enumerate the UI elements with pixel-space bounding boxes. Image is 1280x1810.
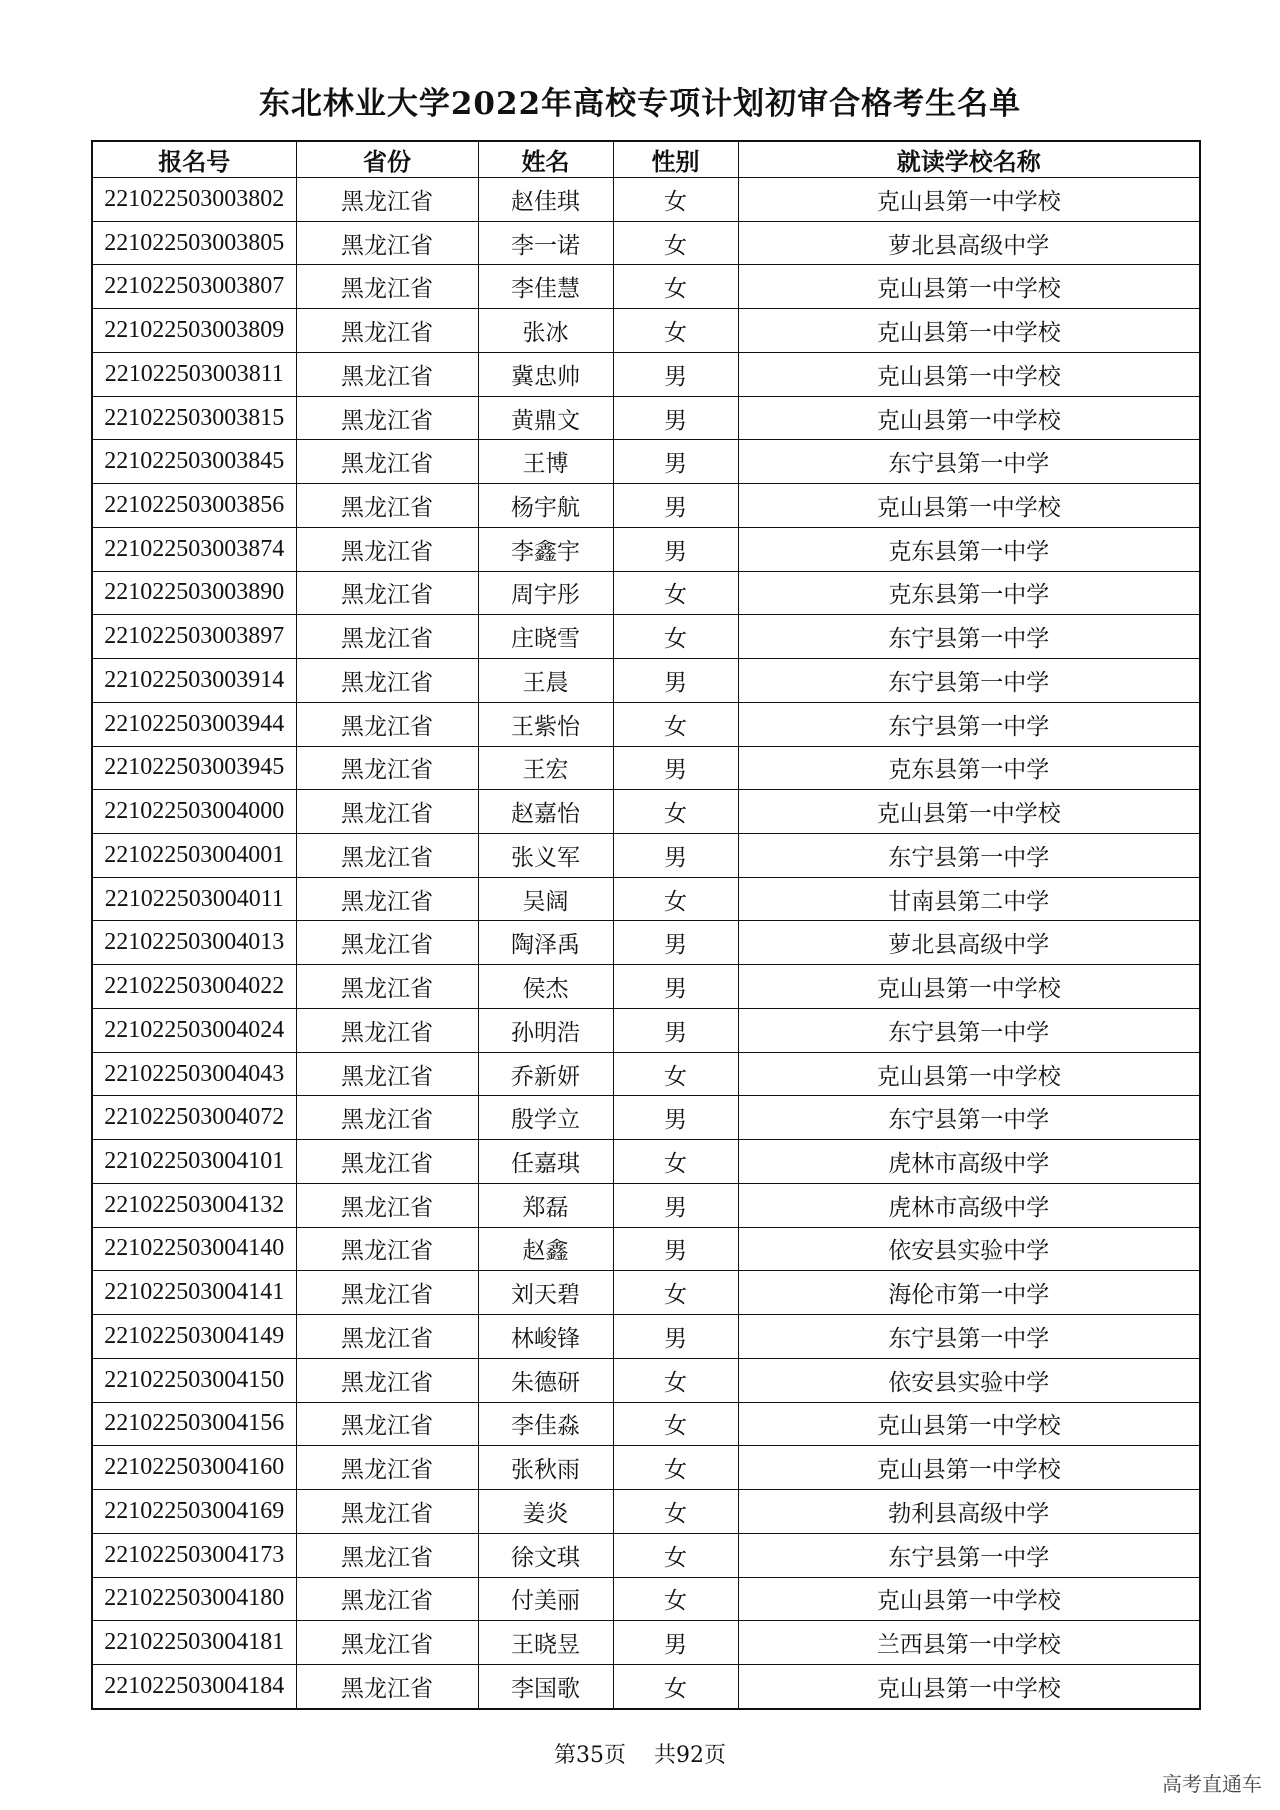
table-row bbox=[92, 1577, 1200, 1621]
school-cell: 克东县第一中学 bbox=[738, 527, 1200, 571]
school-cell: 东宁县第一中学 bbox=[738, 1315, 1200, 1359]
registration-number-cell: 221022503004024 bbox=[92, 1008, 296, 1052]
province-cell: 黑龙江省 bbox=[296, 1315, 478, 1359]
gender-cell: 男 bbox=[613, 965, 738, 1009]
table-row bbox=[92, 1096, 1200, 1140]
name-cell: 赵佳琪 bbox=[478, 178, 613, 222]
registration-number-cell: 221022503003890 bbox=[92, 571, 296, 615]
province-cell: 黑龙江省 bbox=[296, 659, 478, 703]
name-cell: 王宏 bbox=[478, 746, 613, 790]
school-cell: 东宁县第一中学 bbox=[738, 440, 1200, 484]
school-cell: 克山县第一中学校 bbox=[738, 396, 1200, 440]
table-row bbox=[92, 1140, 1200, 1184]
name-cell: 李鑫宇 bbox=[478, 527, 613, 571]
page-footer bbox=[0, 1738, 1280, 1769]
province-cell: 黑龙江省 bbox=[296, 1577, 478, 1621]
registration-number-cell: 221022503004043 bbox=[92, 1052, 296, 1096]
gender-cell: 女 bbox=[613, 1271, 738, 1315]
gender-cell: 女 bbox=[613, 1358, 738, 1402]
school-cell: 克东县第一中学 bbox=[738, 746, 1200, 790]
registration-number-cell: 221022503004140 bbox=[92, 1227, 296, 1271]
table-row bbox=[92, 1052, 1200, 1096]
school-cell: 克山县第一中学校 bbox=[738, 309, 1200, 353]
province-cell: 黑龙江省 bbox=[296, 1533, 478, 1577]
gender-cell: 男 bbox=[613, 921, 738, 965]
table-row bbox=[92, 309, 1200, 353]
school-cell: 东宁县第一中学 bbox=[738, 834, 1200, 878]
name-cell: 徐文琪 bbox=[478, 1533, 613, 1577]
name-cell: 王晓昱 bbox=[478, 1621, 613, 1665]
page-title: 东北林业大学2022年高校专项计划初审合格考生名单 bbox=[258, 86, 1022, 122]
name-cell: 陶泽禹 bbox=[478, 921, 613, 965]
name-cell: 乔新妍 bbox=[478, 1052, 613, 1096]
gender-cell: 女 bbox=[613, 1533, 738, 1577]
table-row bbox=[92, 965, 1200, 1009]
table-row bbox=[92, 1183, 1200, 1227]
school-cell: 东宁县第一中学 bbox=[738, 1533, 1200, 1577]
gender-cell: 男 bbox=[613, 352, 738, 396]
gender-cell: 女 bbox=[613, 178, 738, 222]
province-cell: 黑龙江省 bbox=[296, 790, 478, 834]
table-row bbox=[92, 1533, 1200, 1577]
table-row bbox=[92, 877, 1200, 921]
name-cell: 林峻锋 bbox=[478, 1315, 613, 1359]
school-cell: 克山县第一中学校 bbox=[738, 1402, 1200, 1446]
registration-number-cell: 221022503004072 bbox=[92, 1096, 296, 1140]
name-cell: 张秋雨 bbox=[478, 1446, 613, 1490]
table-row bbox=[92, 1490, 1200, 1534]
table-row bbox=[92, 1271, 1200, 1315]
name-cell: 付美丽 bbox=[478, 1577, 613, 1621]
page-total: 共92页 bbox=[654, 1743, 726, 1768]
gender-cell: 女 bbox=[613, 265, 738, 309]
province-cell: 黑龙江省 bbox=[296, 1490, 478, 1534]
header-province: 省份 bbox=[296, 141, 478, 178]
name-cell: 李佳淼 bbox=[478, 1402, 613, 1446]
registration-number-cell: 221022503004180 bbox=[92, 1577, 296, 1621]
school-cell: 克山县第一中学校 bbox=[738, 790, 1200, 834]
school-cell: 甘南县第二中学 bbox=[738, 877, 1200, 921]
registration-number-cell: 221022503003914 bbox=[92, 659, 296, 703]
school-cell: 克山县第一中学校 bbox=[738, 352, 1200, 396]
registration-number-cell: 221022503004181 bbox=[92, 1621, 296, 1665]
school-cell: 依安县实验中学 bbox=[738, 1227, 1200, 1271]
candidate-table bbox=[91, 140, 1201, 1710]
registration-number-cell: 221022503004160 bbox=[92, 1446, 296, 1490]
gender-cell: 男 bbox=[613, 1183, 738, 1227]
province-cell: 黑龙江省 bbox=[296, 1446, 478, 1490]
province-cell: 黑龙江省 bbox=[296, 178, 478, 222]
header-gender: 性别 bbox=[613, 141, 738, 178]
header-name: 姓名 bbox=[478, 141, 613, 178]
province-cell: 黑龙江省 bbox=[296, 965, 478, 1009]
registration-number-cell: 221022503003811 bbox=[92, 352, 296, 396]
registration-number-cell: 221022503004132 bbox=[92, 1183, 296, 1227]
school-cell: 勃利县高级中学 bbox=[738, 1490, 1200, 1534]
name-cell: 郑磊 bbox=[478, 1183, 613, 1227]
name-cell: 李国歌 bbox=[478, 1664, 613, 1709]
name-cell: 殷学立 bbox=[478, 1096, 613, 1140]
table-row bbox=[92, 396, 1200, 440]
registration-number-cell: 221022503003897 bbox=[92, 615, 296, 659]
name-cell: 朱德研 bbox=[478, 1358, 613, 1402]
registration-number-cell: 221022503003944 bbox=[92, 702, 296, 746]
registration-number-cell: 221022503003845 bbox=[92, 440, 296, 484]
gender-cell: 女 bbox=[613, 877, 738, 921]
province-cell: 黑龙江省 bbox=[296, 265, 478, 309]
name-cell: 吴阔 bbox=[478, 877, 613, 921]
province-cell: 黑龙江省 bbox=[296, 834, 478, 878]
province-cell: 黑龙江省 bbox=[296, 1358, 478, 1402]
name-cell: 孙明浩 bbox=[478, 1008, 613, 1052]
registration-number-cell: 221022503004013 bbox=[92, 921, 296, 965]
name-cell: 李佳慧 bbox=[478, 265, 613, 309]
gender-cell: 女 bbox=[613, 702, 738, 746]
gender-cell: 男 bbox=[613, 659, 738, 703]
school-cell: 东宁县第一中学 bbox=[738, 1008, 1200, 1052]
name-cell: 王博 bbox=[478, 440, 613, 484]
header-school: 就读学校名称 bbox=[738, 141, 1200, 178]
header-registration-number: 报名号 bbox=[92, 141, 296, 178]
gender-cell: 男 bbox=[613, 1227, 738, 1271]
province-cell: 黑龙江省 bbox=[296, 1664, 478, 1709]
table-row bbox=[92, 178, 1200, 222]
name-cell: 姜炎 bbox=[478, 1490, 613, 1534]
province-cell: 黑龙江省 bbox=[296, 527, 478, 571]
registration-number-cell: 221022503003807 bbox=[92, 265, 296, 309]
gender-cell: 女 bbox=[613, 1664, 738, 1709]
province-cell: 黑龙江省 bbox=[296, 921, 478, 965]
gender-cell: 男 bbox=[613, 1008, 738, 1052]
province-cell: 黑龙江省 bbox=[296, 1183, 478, 1227]
gender-cell: 女 bbox=[613, 571, 738, 615]
name-cell: 王晨 bbox=[478, 659, 613, 703]
gender-cell: 女 bbox=[613, 615, 738, 659]
table-row bbox=[92, 1008, 1200, 1052]
name-cell: 庄晓雪 bbox=[478, 615, 613, 659]
registration-number-cell: 221022503004022 bbox=[92, 965, 296, 1009]
school-cell: 克山县第一中学校 bbox=[738, 1577, 1200, 1621]
school-cell: 克山县第一中学校 bbox=[738, 965, 1200, 1009]
table-row bbox=[92, 702, 1200, 746]
registration-number-cell: 221022503004011 bbox=[92, 877, 296, 921]
gender-cell: 男 bbox=[613, 484, 738, 528]
gender-cell: 女 bbox=[613, 1052, 738, 1096]
table-row bbox=[92, 659, 1200, 703]
table-row bbox=[92, 746, 1200, 790]
province-cell: 黑龙江省 bbox=[296, 702, 478, 746]
gender-cell: 男 bbox=[613, 1315, 738, 1359]
table-row bbox=[92, 221, 1200, 265]
gender-cell: 女 bbox=[613, 1402, 738, 1446]
school-cell: 克山县第一中学校 bbox=[738, 178, 1200, 222]
table-row bbox=[92, 790, 1200, 834]
name-cell: 张冰 bbox=[478, 309, 613, 353]
registration-number-cell: 221022503004150 bbox=[92, 1358, 296, 1402]
name-cell: 周宇彤 bbox=[478, 571, 613, 615]
name-cell: 侯杰 bbox=[478, 965, 613, 1009]
province-cell: 黑龙江省 bbox=[296, 1621, 478, 1665]
province-cell: 黑龙江省 bbox=[296, 352, 478, 396]
table-row bbox=[92, 484, 1200, 528]
registration-number-cell: 221022503004184 bbox=[92, 1664, 296, 1709]
school-cell: 虎林市高级中学 bbox=[738, 1183, 1200, 1227]
name-cell: 王紫怡 bbox=[478, 702, 613, 746]
table-row bbox=[92, 1227, 1200, 1271]
school-cell: 海伦市第一中学 bbox=[738, 1271, 1200, 1315]
registration-number-cell: 221022503003802 bbox=[92, 178, 296, 222]
watermark: 高考直通车 bbox=[1162, 1772, 1262, 1796]
gender-cell: 女 bbox=[613, 221, 738, 265]
registration-number-cell: 221022503004141 bbox=[92, 1271, 296, 1315]
name-cell: 杨宇航 bbox=[478, 484, 613, 528]
province-cell: 黑龙江省 bbox=[296, 1096, 478, 1140]
gender-cell: 男 bbox=[613, 396, 738, 440]
school-cell: 萝北县高级中学 bbox=[738, 921, 1200, 965]
table-row bbox=[92, 834, 1200, 878]
school-cell: 克东县第一中学 bbox=[738, 571, 1200, 615]
registration-number-cell: 221022503004000 bbox=[92, 790, 296, 834]
gender-cell: 男 bbox=[613, 746, 738, 790]
table-row bbox=[92, 265, 1200, 309]
name-cell: 赵鑫 bbox=[478, 1227, 613, 1271]
gender-cell: 女 bbox=[613, 1140, 738, 1184]
province-cell: 黑龙江省 bbox=[296, 484, 478, 528]
table-row bbox=[92, 1664, 1200, 1709]
registration-number-cell: 221022503003945 bbox=[92, 746, 296, 790]
table-header-row bbox=[92, 141, 1200, 178]
name-cell: 刘天碧 bbox=[478, 1271, 613, 1315]
school-cell: 克山县第一中学校 bbox=[738, 1052, 1200, 1096]
province-cell: 黑龙江省 bbox=[296, 396, 478, 440]
table-row bbox=[92, 440, 1200, 484]
table-row bbox=[92, 1446, 1200, 1490]
table-row bbox=[92, 527, 1200, 571]
name-cell: 黄鼎文 bbox=[478, 396, 613, 440]
page-number: 第35页 bbox=[554, 1743, 626, 1768]
school-cell: 克山县第一中学校 bbox=[738, 1446, 1200, 1490]
table-row bbox=[92, 1621, 1200, 1665]
province-cell: 黑龙江省 bbox=[296, 221, 478, 265]
school-cell: 东宁县第一中学 bbox=[738, 702, 1200, 746]
province-cell: 黑龙江省 bbox=[296, 615, 478, 659]
table-row bbox=[92, 1402, 1200, 1446]
province-cell: 黑龙江省 bbox=[296, 440, 478, 484]
name-cell: 李一诺 bbox=[478, 221, 613, 265]
registration-number-cell: 221022503003815 bbox=[92, 396, 296, 440]
gender-cell: 女 bbox=[613, 1446, 738, 1490]
registration-number-cell: 221022503003856 bbox=[92, 484, 296, 528]
gender-cell: 男 bbox=[613, 527, 738, 571]
registration-number-cell: 221022503003809 bbox=[92, 309, 296, 353]
province-cell: 黑龙江省 bbox=[296, 877, 478, 921]
province-cell: 黑龙江省 bbox=[296, 1271, 478, 1315]
province-cell: 黑龙江省 bbox=[296, 1402, 478, 1446]
gender-cell: 女 bbox=[613, 1490, 738, 1534]
province-cell: 黑龙江省 bbox=[296, 1227, 478, 1271]
school-cell: 克山县第一中学校 bbox=[738, 1664, 1200, 1709]
name-cell: 赵嘉怡 bbox=[478, 790, 613, 834]
gender-cell: 女 bbox=[613, 309, 738, 353]
gender-cell: 女 bbox=[613, 790, 738, 834]
school-cell: 兰西县第一中学校 bbox=[738, 1621, 1200, 1665]
school-cell: 萝北县高级中学 bbox=[738, 221, 1200, 265]
registration-number-cell: 221022503003805 bbox=[92, 221, 296, 265]
province-cell: 黑龙江省 bbox=[296, 309, 478, 353]
province-cell: 黑龙江省 bbox=[296, 571, 478, 615]
school-cell: 东宁县第一中学 bbox=[738, 1096, 1200, 1140]
registration-number-cell: 221022503004149 bbox=[92, 1315, 296, 1359]
name-cell: 任嘉琪 bbox=[478, 1140, 613, 1184]
school-cell: 东宁县第一中学 bbox=[738, 659, 1200, 703]
school-cell: 克山县第一中学校 bbox=[738, 484, 1200, 528]
name-cell: 张义军 bbox=[478, 834, 613, 878]
registration-number-cell: 221022503004001 bbox=[92, 834, 296, 878]
table-row bbox=[92, 1358, 1200, 1402]
table-row bbox=[92, 1315, 1200, 1359]
gender-cell: 男 bbox=[613, 1096, 738, 1140]
registration-number-cell: 221022503004169 bbox=[92, 1490, 296, 1534]
province-cell: 黑龙江省 bbox=[296, 746, 478, 790]
gender-cell: 女 bbox=[613, 1577, 738, 1621]
province-cell: 黑龙江省 bbox=[296, 1140, 478, 1184]
province-cell: 黑龙江省 bbox=[296, 1008, 478, 1052]
table-row bbox=[92, 571, 1200, 615]
registration-number-cell: 221022503004173 bbox=[92, 1533, 296, 1577]
province-cell: 黑龙江省 bbox=[296, 1052, 478, 1096]
school-cell: 依安县实验中学 bbox=[738, 1358, 1200, 1402]
registration-number-cell: 221022503004101 bbox=[92, 1140, 296, 1184]
school-cell: 虎林市高级中学 bbox=[738, 1140, 1200, 1184]
gender-cell: 男 bbox=[613, 440, 738, 484]
table-row bbox=[92, 921, 1200, 965]
gender-cell: 男 bbox=[613, 1621, 738, 1665]
registration-number-cell: 221022503004156 bbox=[92, 1402, 296, 1446]
name-cell: 冀忠帅 bbox=[478, 352, 613, 396]
gender-cell: 男 bbox=[613, 834, 738, 878]
table-row bbox=[92, 352, 1200, 396]
school-cell: 克山县第一中学校 bbox=[738, 265, 1200, 309]
registration-number-cell: 221022503003874 bbox=[92, 527, 296, 571]
school-cell: 东宁县第一中学 bbox=[738, 615, 1200, 659]
table-row bbox=[92, 615, 1200, 659]
